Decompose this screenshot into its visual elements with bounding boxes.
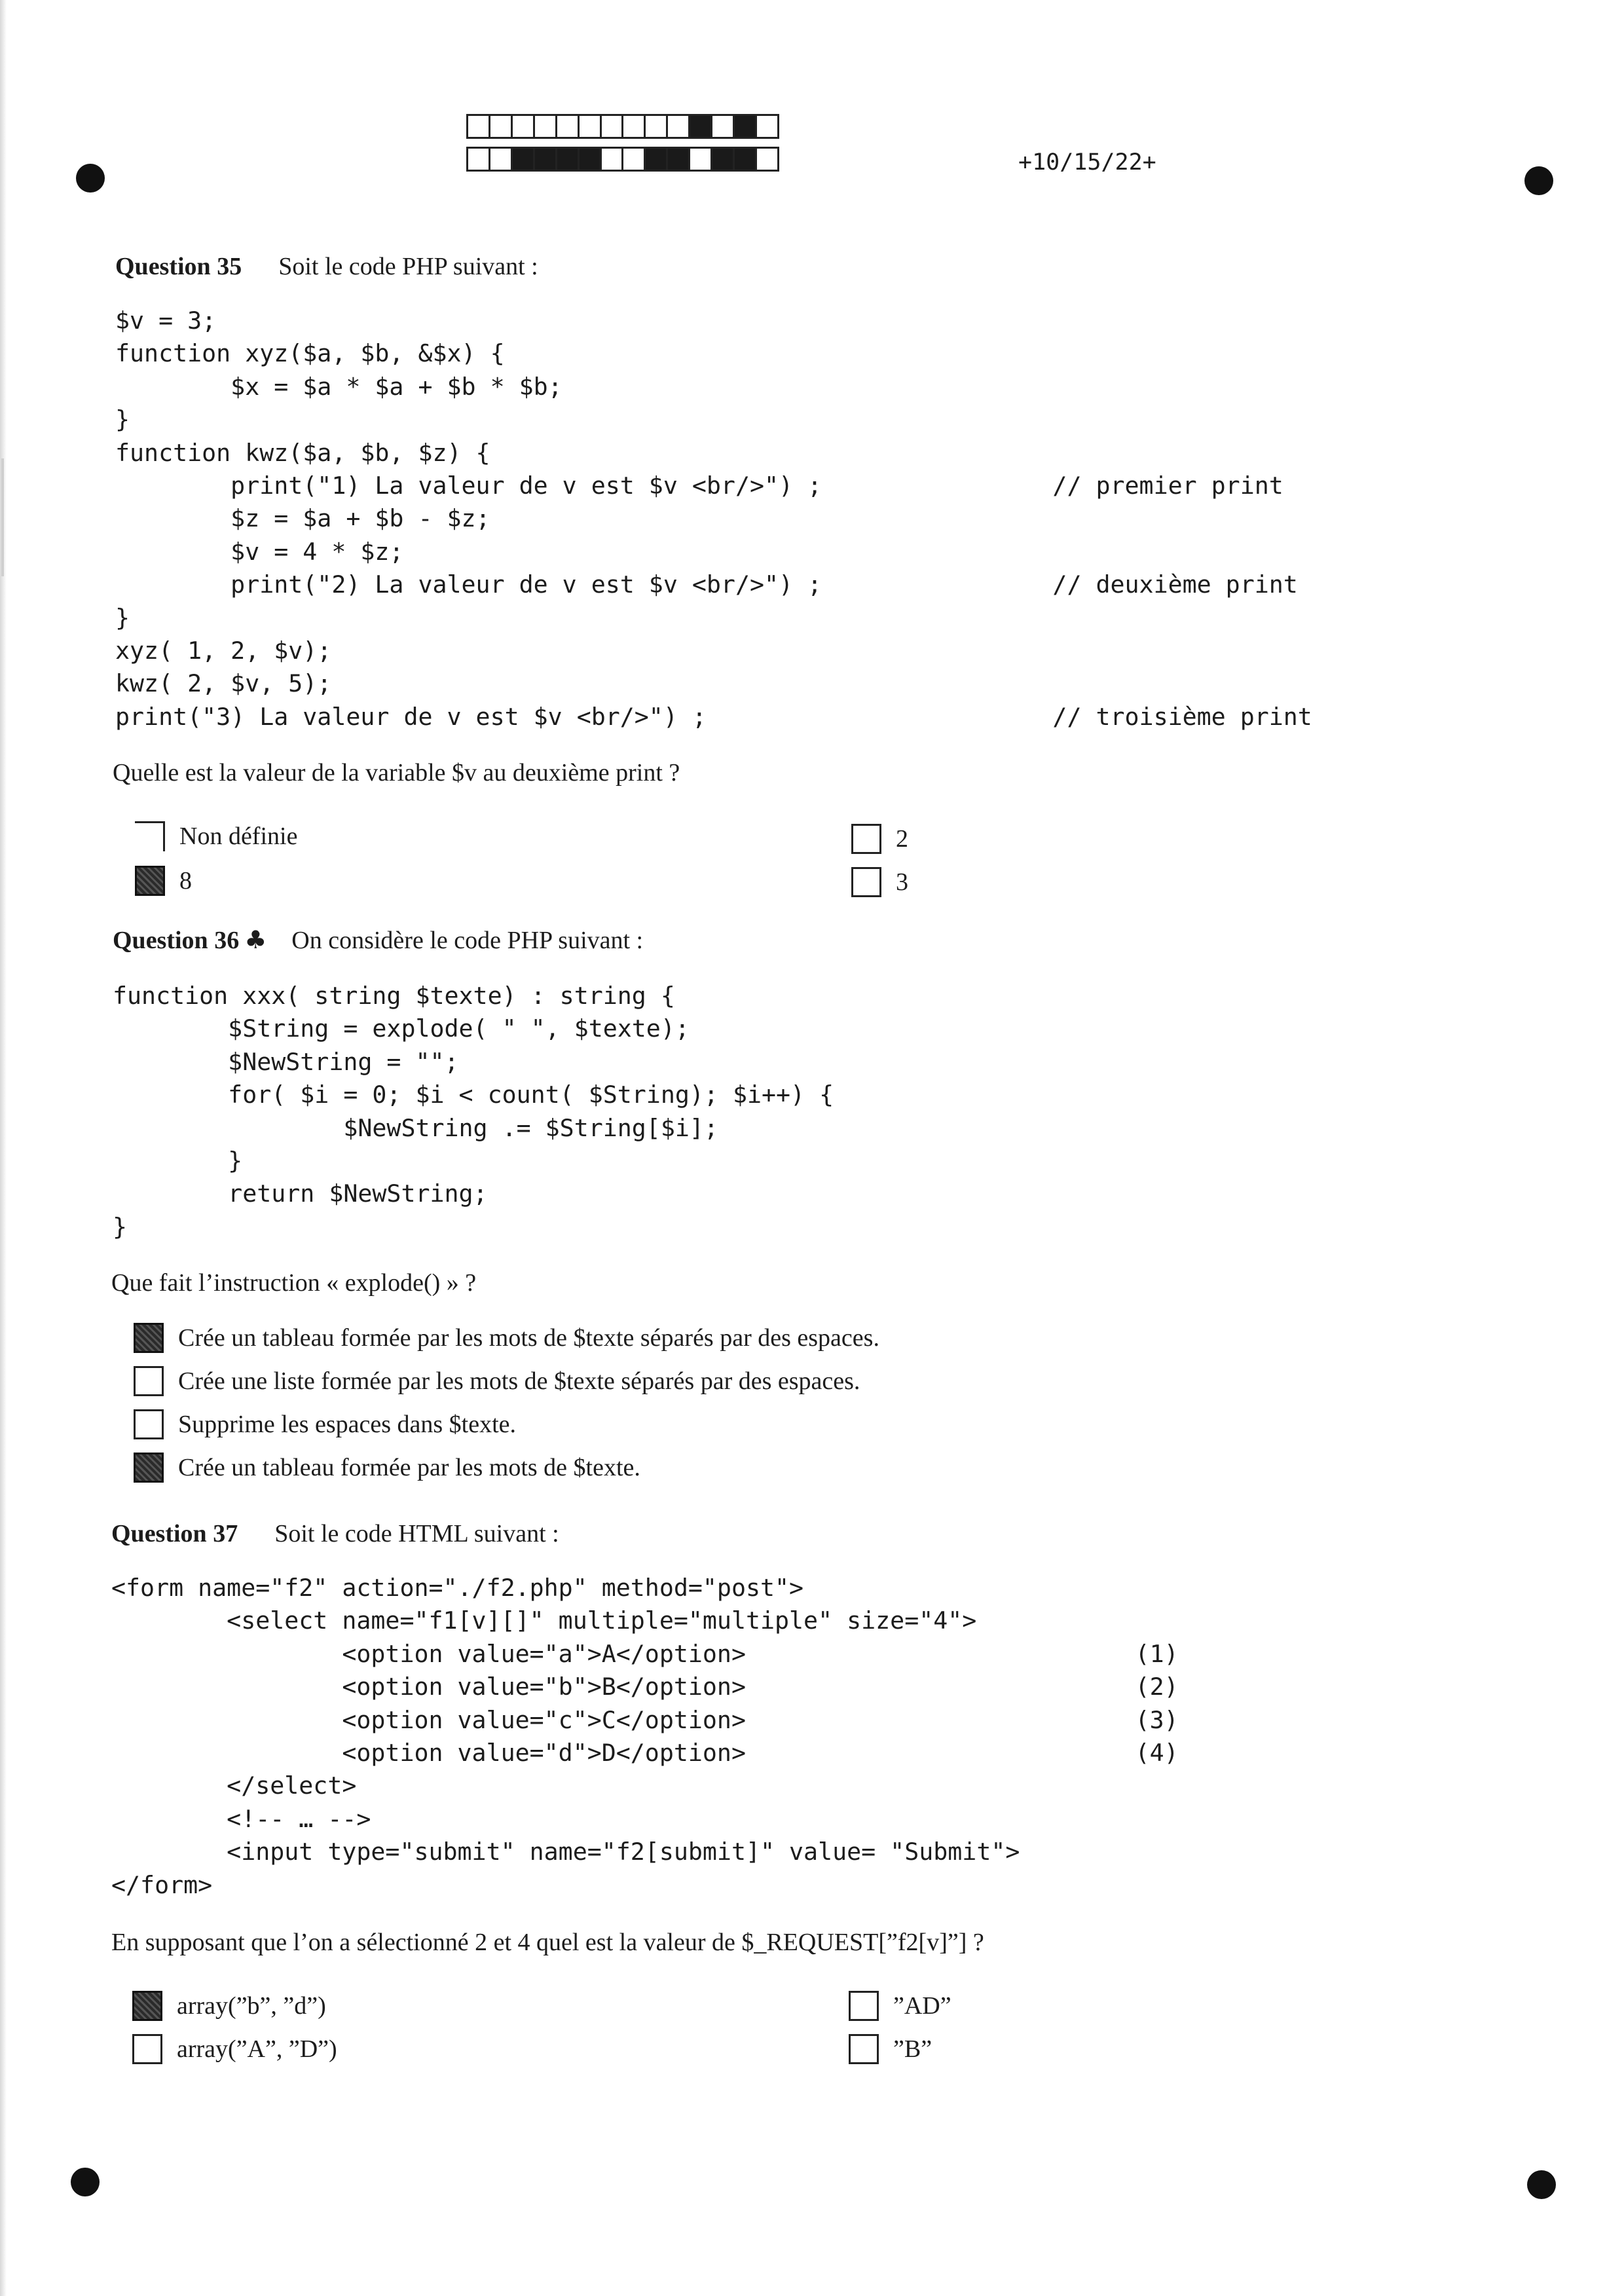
barcode-cell (557, 116, 580, 137)
barcode-cell (513, 116, 535, 137)
question-intro: Soit le code HTML suivant : (274, 1520, 559, 1547)
choice-label: 8 (179, 867, 192, 895)
barcode-cell (535, 149, 557, 170)
php-code-block: function xxx( string $texte) : string { $String = explode( " ", $texte); $NewString = ""; for( $i = 0; $i < count( $String); $i++) { $NewString .= $String[$i]; } return $NewString; } (113, 982, 834, 1241)
question-number: Question 36 (113, 927, 240, 954)
barcode-cell (468, 116, 490, 137)
barcode-cell (690, 116, 712, 137)
barcode-cell (468, 149, 490, 170)
barcode-cell (490, 116, 513, 137)
choice-array-A-D[interactable] (132, 2034, 337, 2064)
question-intro: Soit le code PHP suivant : (278, 253, 538, 280)
choice-label: 3 (896, 868, 908, 896)
choice-AD[interactable] (849, 1991, 951, 2021)
barcode-cell (646, 116, 668, 137)
choice-3[interactable] (851, 867, 908, 897)
question-prompt: Quelle est la valeur de la variable $v au deuxième print ? (113, 759, 680, 787)
choice-B[interactable] (849, 2034, 932, 2064)
scan-edge-shadow (0, 0, 7, 2296)
barcode-cell (668, 116, 690, 137)
choice-8[interactable] (135, 866, 192, 896)
checkbox[interactable] (134, 1366, 164, 1396)
checkbox[interactable] (851, 824, 881, 854)
question-37-header (111, 1519, 559, 1548)
checkbox[interactable] (134, 1409, 164, 1439)
choice-supprime-espaces[interactable] (134, 1409, 516, 1439)
choice-tableau-espaces[interactable] (134, 1323, 879, 1353)
question-prompt: Que fait l’instruction « explode() » ? (111, 1269, 477, 1297)
barcode-cell (712, 149, 735, 170)
corner-mark-top-left (76, 164, 105, 193)
barcode-cell (757, 116, 777, 137)
question-intro: On considère le code PHP suivant : (291, 927, 644, 954)
choice-label: Supprime les espaces dans $texte. (178, 1411, 517, 1438)
corner-mark-bottom-left (71, 2168, 100, 2196)
choice-label: Crée un tableau formée par les mots de $texte. (178, 1454, 640, 1481)
checkbox[interactable] (134, 1323, 164, 1353)
corner-mark-top-right (1524, 166, 1553, 195)
barcode-cell (623, 116, 646, 137)
club-icon: ♣ (244, 925, 267, 954)
question-35-header (115, 252, 538, 281)
checkbox[interactable] (132, 2034, 162, 2064)
question-36-header (113, 925, 643, 955)
question-number: Question 37 (111, 1520, 238, 1547)
choice-array-b-d[interactable] (132, 1991, 326, 2021)
checkbox[interactable] (135, 866, 165, 896)
barcode-cell (580, 149, 602, 170)
barcode-cell (602, 149, 624, 170)
choice-tableau-mots[interactable] (134, 1453, 640, 1483)
choice-label: Crée un tableau formée par les mots de $texte séparés par des espaces. (178, 1324, 879, 1352)
choice-label: 2 (896, 825, 908, 853)
choice-label: ”B” (893, 2035, 932, 2063)
choice-label: Non définie (179, 823, 298, 850)
barcode-cell (712, 116, 735, 137)
barcode-cell (735, 149, 757, 170)
choice-liste-espaces[interactable] (134, 1366, 860, 1396)
barcode-cell (513, 149, 535, 170)
question-prompt: En supposant que l’on a sélectionné 2 et 4 quel est la valeur de $_REQUEST[”f2[v]”] ? (111, 1929, 984, 1956)
barcode-cell (690, 149, 712, 170)
choice-label: ”AD” (893, 1992, 951, 2020)
html-code-block: <form name="f2" action="./f2.php" method="post"> <select name="f1[v][]" multiple="multiple" size="4"> <option value="a">A</option> (1) <option value="b">B</option> (2) <option value="c">C</option> (3) <option value="d">D</option> (4) </select> <!-- … --> <input type="submit" name="f2[submit]" value= "Submit"> </form> (111, 1574, 1179, 1899)
checkbox[interactable] (134, 1453, 164, 1483)
checkbox[interactable] (132, 1991, 162, 2021)
question-number: Question 35 (115, 253, 242, 280)
choice-label: Crée une liste formée par les mots de $texte séparés par des espaces. (178, 1367, 860, 1395)
barcode-cell (602, 116, 624, 137)
barcode-cell (490, 149, 513, 170)
barcode-cell (668, 149, 690, 170)
scan-edge-mark (1, 458, 4, 576)
barcode-row-2 (466, 147, 779, 172)
barcode-cell (735, 116, 757, 137)
barcode-cell (557, 149, 580, 170)
choice-non-definie[interactable] (135, 821, 297, 851)
barcode-cell (535, 116, 557, 137)
checkbox[interactable] (851, 867, 881, 897)
checkbox[interactable] (849, 2034, 879, 2064)
checkbox[interactable] (135, 821, 165, 851)
barcode-cell (646, 149, 668, 170)
barcode-cell (623, 149, 646, 170)
barcode-row-1 (466, 114, 779, 139)
choice-label: array(”b”, ”d”) (177, 1992, 326, 2020)
choice-label: array(”A”, ”D”) (177, 2035, 337, 2063)
page-identifier: +10/15/22+ (1018, 149, 1156, 176)
barcode-cell (580, 116, 602, 137)
php-code-block: $v = 3; function xyz($a, $b, &$x) { $x = $a * $a + $b * $b; } function kwz($a, $b, $z) { print("1) La valeur de v est $v <br/>") ; // premier print $z = $a + $b - $z; $v = 4 * $z; print("2) La valeur de v est $v <br/>") ; // deuxième print } xyz( 1, 2, $v); kwz( 2, $v, 5); print("3) La valeur de v est $v <br/>") ; // troisième print (115, 306, 1312, 731)
corner-mark-bottom-right (1527, 2170, 1556, 2199)
checkbox[interactable] (849, 1991, 879, 2021)
choice-2[interactable] (851, 824, 908, 854)
barcode-cell (757, 149, 777, 170)
